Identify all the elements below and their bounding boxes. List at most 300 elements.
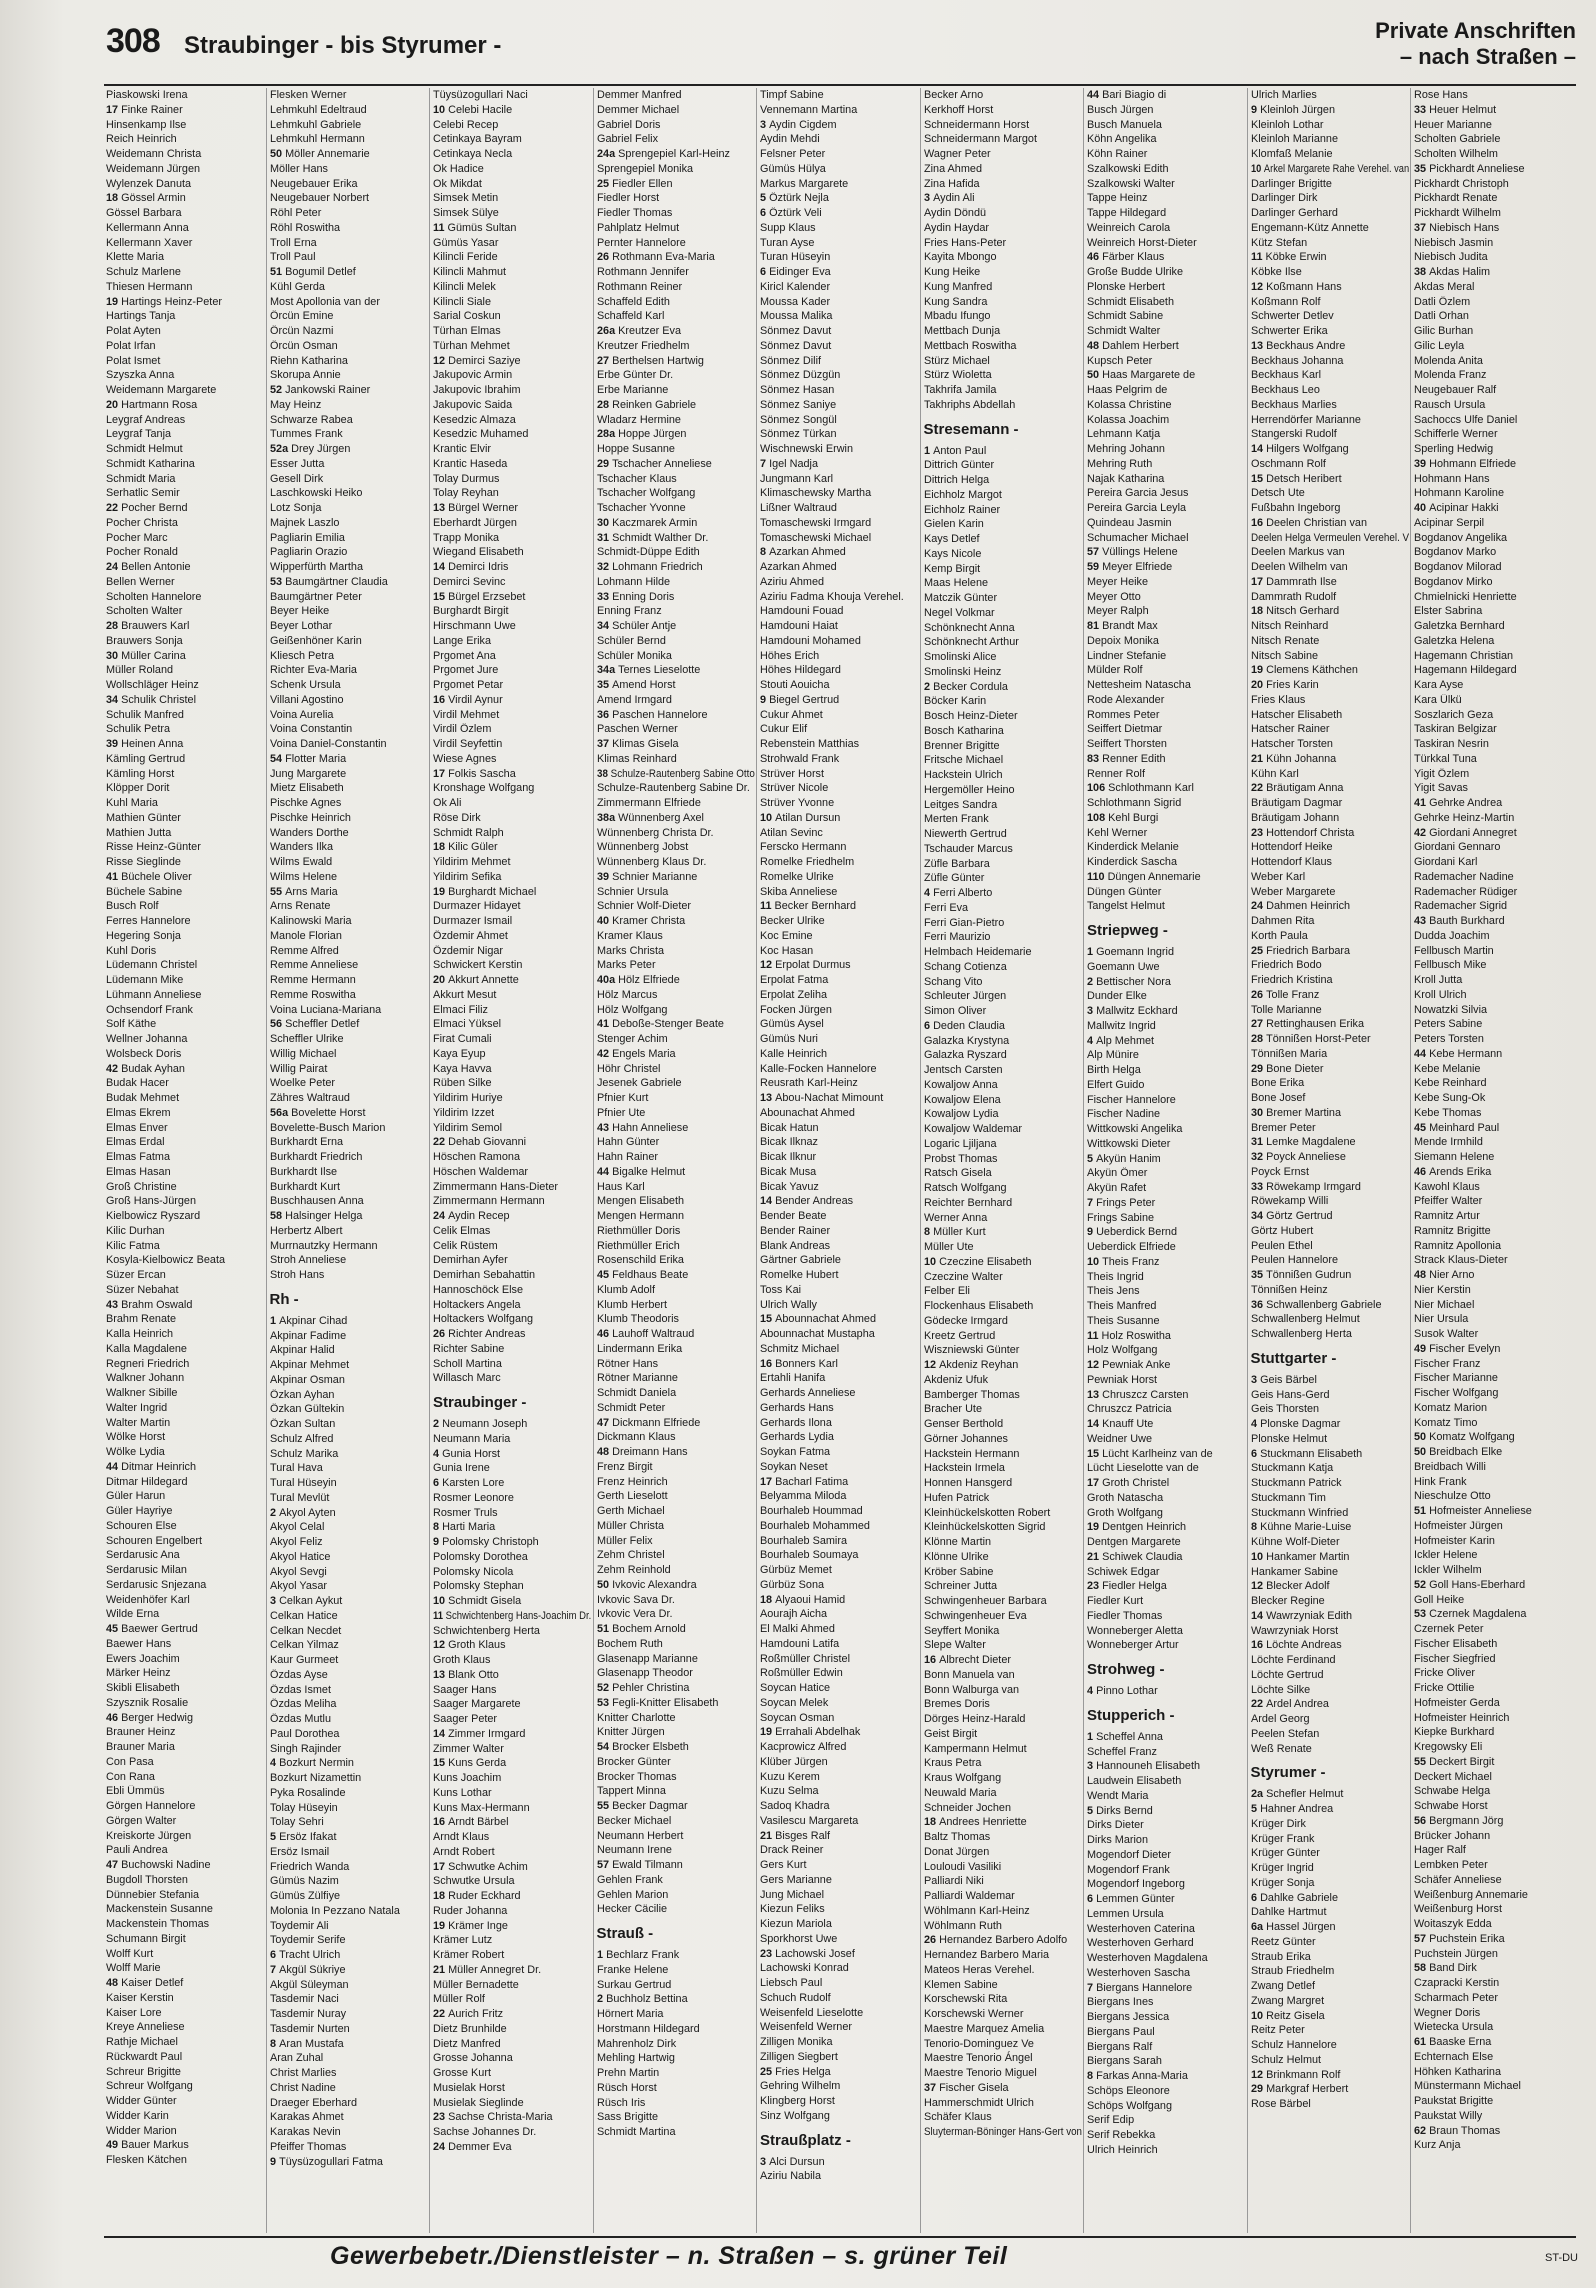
listing-entry: Neugebauer Erika bbox=[269, 177, 358, 190]
listing-entry: Serdarusic Ana bbox=[106, 1549, 180, 1562]
listing-entry: Kaya Havva bbox=[433, 1062, 492, 1075]
listing-entry: Reitz Peter bbox=[1250, 2024, 1305, 2037]
listing-entry: Tangelst Helmut bbox=[1087, 900, 1165, 913]
listing-entry: Walter Martin bbox=[106, 1416, 171, 1429]
listing-entry: Schönknecht Anna bbox=[923, 621, 1015, 634]
listing-entry: Scholten Gabriele bbox=[1414, 133, 1501, 146]
listing-entry: Rüben Silke bbox=[433, 1077, 492, 1090]
listing-entry: 5 Dirks Bernd bbox=[1087, 1804, 1153, 1817]
listing-entry: Cukur Ahmet bbox=[760, 708, 823, 721]
listing-entry: Schwutke Ursula bbox=[433, 1875, 515, 1888]
listing-entry: 45 Feldhaus Beate bbox=[596, 1269, 688, 1281]
listing-entry: Jung Michael bbox=[760, 1888, 825, 1901]
listing-entry: Celkan Yilmaz bbox=[269, 1639, 339, 1652]
listing-entry: Fries Hans-Peter bbox=[923, 236, 1006, 249]
listing-entry: Stürz Michael bbox=[923, 354, 990, 367]
listing-entry: Lehmann Katja bbox=[1087, 428, 1161, 441]
listing-entry: 28 Reinken Gabriele bbox=[596, 398, 696, 411]
listing-entry: Züfle Barbara bbox=[923, 857, 990, 870]
listing-entry: Bosch Heinz-Dieter bbox=[923, 710, 1018, 722]
listing-entry: Bräutigam Johann bbox=[1250, 811, 1339, 824]
listing-entry: 6 Lemmen Günter bbox=[1087, 1893, 1175, 1905]
street-heading: Stuttgarter - bbox=[1251, 1348, 1411, 1370]
listing-entry: Stroh Hans bbox=[269, 1269, 324, 1281]
listing-entry: Con Pasa bbox=[106, 1755, 154, 1768]
listing-entry: Czernek Peter bbox=[1414, 1623, 1484, 1635]
listing-entry: Münstermann Michael bbox=[1414, 2080, 1521, 2093]
listing-entry: Fritsche Michael bbox=[923, 754, 1003, 767]
listing-entry: Kleinhückelskotten Robert bbox=[923, 1506, 1050, 1519]
listing-entry: 24 Dahmen Heinrich bbox=[1250, 900, 1350, 913]
listing-entry: Romelke Hubert bbox=[760, 1269, 839, 1281]
listing-entry: Kiezun Feliks bbox=[760, 1903, 825, 1916]
listing-entry: Tummes Frank bbox=[269, 428, 343, 441]
listing-entry: Weinreich Carola bbox=[1087, 221, 1171, 234]
listing-entry: Türhan Elmas bbox=[433, 325, 501, 337]
listing-entry: Zilligen Monika bbox=[760, 2036, 833, 2048]
listing-entry: Schmidt-Düppe Edith bbox=[596, 546, 700, 559]
listing-entry: Meyer Heike bbox=[1087, 575, 1149, 588]
listing-entry: Schwallenberg Herta bbox=[1250, 1328, 1352, 1340]
listing-entry: Roßmüller Christel bbox=[760, 1652, 850, 1665]
listing-entry: Fischer Nadine bbox=[1087, 1108, 1161, 1121]
listing-entry: Klumb Theodoris bbox=[596, 1313, 679, 1326]
listing-entry: Kaiser Lore bbox=[106, 2006, 162, 2019]
listing-entry: Wöhlmann Ruth bbox=[923, 1919, 1002, 1932]
listing-entry: Oschmann Rolf bbox=[1250, 457, 1326, 470]
listing-entry: Darlinger Brigitte bbox=[1250, 177, 1332, 190]
listing-entry: Lehmkuhl Gabriele bbox=[269, 118, 361, 131]
listing-entry: Leygraf Andreas bbox=[106, 413, 186, 426]
listing-entry: Gümüs Hülya bbox=[760, 162, 826, 175]
listing-entry: Gehring Wilhelm bbox=[760, 2080, 841, 2093]
listing-entry: 3 Hannouneh Elisabeth bbox=[1087, 1760, 1201, 1773]
listing-entry: 3 Aydin Cigdem bbox=[760, 118, 837, 131]
listing-entry: Leitges Sandra bbox=[923, 798, 997, 811]
listing-entry: 56 Bergmann Jörg bbox=[1414, 1814, 1504, 1827]
listing-entry: Zähres Waltraud bbox=[269, 1092, 350, 1104]
listing-entry: Schleuter Jürgen bbox=[923, 990, 1006, 1003]
listing-entry: Nier Michael bbox=[1414, 1298, 1475, 1311]
listing-entry: 15 Bürgel Erzsebet bbox=[433, 590, 526, 603]
listing-entry: Louloudi Vasiliki bbox=[923, 1860, 1001, 1873]
listing-entry: Voina Daniel-Constantin bbox=[269, 738, 387, 750]
listing-entry: 49 Fischer Evelyn bbox=[1414, 1342, 1501, 1355]
listing-entry: Geißenhöner Karin bbox=[269, 634, 362, 647]
listing-entry: Yildirim Izzet bbox=[433, 1106, 495, 1119]
listing-entry: Bochem Ruth bbox=[596, 1637, 663, 1650]
listing-entry: Akpinar Osman bbox=[269, 1373, 345, 1386]
listing-entry: Sperling Hedwig bbox=[1414, 443, 1494, 455]
listing-entry: Pfeiffer Thomas bbox=[269, 2140, 346, 2153]
listing-entry: 4 Pinno Lothar bbox=[1087, 1685, 1158, 1697]
listing-entry: Slepe Walter bbox=[923, 1639, 986, 1652]
listing-entry: Hottendorf Klaus bbox=[1250, 856, 1332, 868]
listing-entry: Beckhaus Johanna bbox=[1250, 354, 1343, 367]
listing-entry: Meyer Otto bbox=[1087, 590, 1141, 603]
listing-entry: 51 Bochem Arnold bbox=[596, 1623, 686, 1635]
listing-entry: Darlinger Gerhard bbox=[1250, 207, 1338, 219]
listing-entry: Serif Edip bbox=[1087, 2114, 1135, 2127]
listing-entry: Christ Nadine bbox=[269, 2081, 336, 2094]
listing-entry: Pocher Ronald bbox=[106, 546, 178, 559]
listing-entry: Schwarze Rabea bbox=[269, 413, 353, 426]
listing-entry: Dickmann Klaus bbox=[596, 1431, 676, 1444]
listing-entry: Mengen Hermann bbox=[596, 1210, 684, 1222]
listing-entry: Turan Hüseyin bbox=[760, 251, 831, 264]
listing-entry: May Heinz bbox=[269, 398, 321, 411]
listing-entry: Bogdanov Marko bbox=[1414, 546, 1497, 559]
listing-entry: 35 Tönnißen Gudrun bbox=[1250, 1269, 1351, 1281]
listing-entry: Hofmeister Gerda bbox=[1414, 1696, 1500, 1709]
listing-entry: Scharmach Peter bbox=[1414, 1991, 1498, 2004]
column-separator bbox=[1247, 88, 1248, 2233]
listing-entry: Düngen Günter bbox=[1087, 885, 1162, 898]
listing-entry: 16 Virdil Aynur bbox=[433, 693, 503, 706]
listing-entry: Polat Ismet bbox=[106, 354, 161, 367]
listing-entry: 5 Akyün Hanim bbox=[1087, 1152, 1161, 1165]
listing-entry: Krüger Günter bbox=[1250, 1847, 1320, 1860]
listing-entry: Gabriel Doris bbox=[596, 118, 660, 131]
listing-entry: Schäfer Anneliese bbox=[1414, 1873, 1502, 1886]
listing-entry: Durmazer Hidayet bbox=[433, 900, 521, 913]
listing-entry: Hölz Marcus bbox=[596, 988, 657, 1001]
listing-entry: Kara Ülkü bbox=[1414, 693, 1462, 706]
listing-entry: 15 Abounnachat Ahmed bbox=[760, 1313, 877, 1326]
listing-entry: Schwingenheuer Eva bbox=[923, 1609, 1027, 1622]
listing-entry: Örcün Nazmi bbox=[269, 325, 333, 337]
listing-entry: Kreiskorte Jürgen bbox=[106, 1829, 192, 1842]
listing-entry: Galetzka Helena bbox=[1414, 634, 1495, 647]
listing-entry: Virdil Özlem bbox=[433, 723, 492, 736]
listing-entry: Schmidt Elisabeth bbox=[1087, 295, 1174, 308]
listing-entry: Baewer Hans bbox=[106, 1637, 172, 1650]
listing-entry: Mogendorf Dieter bbox=[1087, 1848, 1171, 1861]
listing-entry: Özkan Ayhan bbox=[269, 1388, 334, 1401]
listing-entry: Schüler Bernd bbox=[596, 634, 666, 647]
listing-entry: Rommes Peter bbox=[1087, 708, 1160, 721]
listing-entry: Özdemir Ahmet bbox=[433, 929, 508, 942]
listing-entry: Löchte Ferdinand bbox=[1250, 1654, 1336, 1666]
listing-entry: Schenk Ursula bbox=[269, 679, 341, 691]
listing-entry: Gunia Irene bbox=[433, 1462, 490, 1475]
listing-entry: Schmidt Daniela bbox=[596, 1387, 676, 1399]
listing-entry: Wöhlmann Karl-Heinz bbox=[923, 1904, 1030, 1917]
listing-entry: Schreur Wolfgang bbox=[106, 2080, 193, 2093]
column-separator bbox=[1083, 88, 1084, 2233]
listing-entry: 15 Detsch Heribert bbox=[1250, 472, 1342, 485]
listing-entry: Köhn Rainer bbox=[1087, 148, 1148, 160]
listing-entry: Takhrifa Jamila bbox=[923, 384, 996, 396]
listing-entry: Susok Walter bbox=[1414, 1328, 1479, 1340]
listing-entry: Jakupovic Saida bbox=[433, 398, 513, 411]
listing-entry: Löchte Silke bbox=[1250, 1683, 1310, 1696]
listing-entry: Süzer Nebahat bbox=[106, 1283, 179, 1296]
listing-entry: Hagemann Hildegard bbox=[1414, 664, 1517, 677]
listing-entry: Belyamma Miloda bbox=[760, 1490, 847, 1503]
listing-entry: Hörnert Maria bbox=[596, 2008, 663, 2020]
listing-entry: 13 Beckhaus Andre bbox=[1250, 339, 1345, 352]
listing-entry: Seiffert Thorsten bbox=[1087, 738, 1167, 750]
listing-entry: Thiesen Hermann bbox=[106, 280, 193, 293]
listing-entry: Romelke Ulrike bbox=[760, 870, 834, 883]
listing-entry: Fiedler Kurt bbox=[1087, 1595, 1144, 1607]
listing-entry: Pyka Rosalinde bbox=[269, 1786, 346, 1799]
listing-entry: Kuns Max-Hermann bbox=[433, 1801, 530, 1814]
listing-entry: Kerkhoff Horst bbox=[923, 103, 993, 116]
listing-entry: Plonske Herbert bbox=[1087, 280, 1165, 293]
listing-entry: 14 Knauff Ute bbox=[1087, 1418, 1154, 1430]
listing-entry: Biergans Paul bbox=[1087, 2025, 1155, 2038]
listing-entry: 33 Enning Doris bbox=[596, 590, 674, 603]
listing-entry: 52a Drey Jürgen bbox=[269, 443, 350, 455]
listing-entry: Villani Agostino bbox=[269, 693, 344, 706]
listing-entry: 5 Öztürk Nejla bbox=[760, 192, 829, 205]
listing-entry: Azarkan Ahmed bbox=[760, 561, 837, 573]
listing-entry: Ok Mikdat bbox=[433, 177, 482, 190]
listing-entry: Rose Bärbel bbox=[1250, 2098, 1311, 2110]
listing-entry: Rothmann Jennifer bbox=[596, 266, 689, 278]
listing-entry: Bovelette-Busch Marion bbox=[269, 1121, 385, 1134]
listing-entry: 48 Dahlem Herbert bbox=[1087, 339, 1179, 352]
listing-entry: Poyck Ernst bbox=[1250, 1165, 1309, 1178]
listing-entry: Hackstein Hermann bbox=[923, 1447, 1019, 1460]
listing-entry: Deelen Helga Vermeulen Verehel. V bbox=[1250, 531, 1409, 544]
listing-entry: 51 Hofmeister Anneliese bbox=[1414, 1505, 1532, 1517]
listing-entry: 10 Celebi Hacile bbox=[433, 103, 513, 116]
listing-entry: Koc Emine bbox=[760, 929, 813, 942]
listing-entry: Marks Peter bbox=[596, 959, 656, 972]
listing-entry: Pfeiffer Walter bbox=[1414, 1195, 1483, 1208]
listing-entry: Ratsch Wolfgang bbox=[923, 1182, 1007, 1194]
listing-entry: 12 Blecker Adolf bbox=[1250, 1580, 1330, 1593]
listing-entry: Westerhoven Magdalena bbox=[1087, 1952, 1208, 1964]
listing-entry: Wanders Dorthe bbox=[269, 826, 349, 839]
column-2 bbox=[270, 88, 430, 2233]
listing-entry: 39 Heinen Anna bbox=[106, 738, 184, 750]
listing-entry: Kraus Wolfgang bbox=[923, 1772, 1001, 1784]
listing-entry: Hamdouni Fouad bbox=[760, 605, 844, 618]
listing-entry: Kröber Sabine bbox=[923, 1565, 993, 1578]
listing-entry: Güler Harun bbox=[106, 1490, 166, 1503]
listing-entry: Wietecka Ursula bbox=[1414, 2021, 1494, 2034]
listing-entry: Soszlarich Geza bbox=[1414, 708, 1494, 721]
listing-entry: Schüler Monika bbox=[596, 649, 672, 662]
listing-entry: Wischnewski Erwin bbox=[760, 443, 854, 455]
listing-entry: Mahrenholz Dirk bbox=[596, 2037, 676, 2050]
listing-entry: 58 Halsinger Helga bbox=[269, 1210, 362, 1222]
listing-entry: Tolle Marianne bbox=[1250, 1003, 1322, 1016]
listing-entry: 10 Schmidt Gisela bbox=[433, 1595, 522, 1607]
listing-entry: Meyer Ralph bbox=[1087, 605, 1149, 618]
listing-entry: 3 Celkan Aykut bbox=[269, 1595, 342, 1607]
listing-entry: Bugdoll Thorsten bbox=[106, 1873, 188, 1886]
listing-entry: Schwingenheuer Barbara bbox=[923, 1595, 1047, 1607]
listing-entry: Hohmann Karoline bbox=[1414, 487, 1505, 500]
listing-entry: 13 Chruszcz Carsten bbox=[1087, 1388, 1189, 1401]
listing-entry: Bourhaleb Soumaya bbox=[760, 1549, 859, 1562]
listing-entry: Smolinski Heinz bbox=[923, 665, 1001, 678]
listing-entry: Arndt Robert bbox=[433, 1845, 495, 1858]
listing-entry: Scholten Walter bbox=[106, 605, 183, 618]
listing-entry: Kayita Mbongo bbox=[923, 251, 997, 264]
listing-entry: Mietz Elisabeth bbox=[269, 782, 344, 795]
listing-entry: Büchele Sabine bbox=[106, 885, 183, 898]
listing-entry: 34a Ternes Lieselotte bbox=[596, 664, 700, 677]
listing-entry: Mathien Jutta bbox=[106, 826, 172, 839]
listing-entry: Polomsky Dorothea bbox=[433, 1550, 528, 1563]
listing-entry: 37 Fischer Gisela bbox=[923, 2081, 1009, 2094]
listing-entry: Nier Ursula bbox=[1414, 1313, 1469, 1326]
listing-entry: Akyol Hatice bbox=[269, 1550, 330, 1563]
listing-entry: 55 Becker Dagmar bbox=[596, 1800, 688, 1812]
listing-entry: Mackenstein Susanne bbox=[106, 1903, 213, 1916]
listing-entry: 5 Hahner Andrea bbox=[1250, 1803, 1333, 1815]
listing-entry: 38 Schulze-Rautenberg Sabine Otto bbox=[596, 767, 755, 780]
listing-entry: 35 Pickhardt Anneliese bbox=[1414, 162, 1525, 175]
listing-entry: Erpolat Fatma bbox=[760, 974, 829, 986]
listing-entry: Kilincli Melek bbox=[433, 280, 496, 293]
listing-entry: Wawrzyniak Horst bbox=[1250, 1624, 1338, 1637]
listing-entry: 21 Bisges Ralf bbox=[760, 1829, 831, 1842]
listing-entry: Kowaljow Elena bbox=[923, 1093, 1001, 1106]
listing-entry: Schumacher Michael bbox=[1087, 531, 1189, 544]
listing-entry: Galetzka Bernhard bbox=[1414, 620, 1505, 632]
listing-entry: Elmas Erdal bbox=[106, 1136, 165, 1149]
listing-entry: Sprengepiel Monika bbox=[596, 162, 693, 175]
listing-entry: Szysznik Rosalie bbox=[106, 1696, 189, 1709]
listing-entry: 3 Mallwitz Eckhard bbox=[1087, 1005, 1178, 1017]
listing-entry: Burkhardt Friedrich bbox=[269, 1151, 362, 1163]
listing-entry: Zehm Christel bbox=[596, 1549, 665, 1562]
listing-entry: 9 Kleinloh Jürgen bbox=[1250, 103, 1335, 116]
listing-entry: Höschen Waldemar bbox=[433, 1165, 529, 1178]
listing-entry: Jungmann Karl bbox=[760, 472, 834, 485]
listing-entry: Yigit Özlem bbox=[1414, 767, 1470, 780]
listing-entry: Kuhl Doris bbox=[106, 944, 157, 957]
listing-entry: Bogdanov Milorad bbox=[1414, 561, 1502, 573]
listing-entry: Ratsch Gisela bbox=[923, 1167, 992, 1180]
listing-entry: 41 Büchele Oliver bbox=[106, 870, 192, 883]
listing-entry: Serhatlic Semir bbox=[106, 487, 180, 500]
listing-entry: 18 Ruder Eckhard bbox=[433, 1890, 521, 1902]
street-heading: Strohweg - bbox=[1087, 1659, 1247, 1681]
listing-entry: Kuns Lothar bbox=[433, 1786, 492, 1799]
listing-entry: Solf Käthe bbox=[106, 1018, 157, 1031]
listing-entry: Lembken Peter bbox=[1414, 1859, 1488, 1871]
listing-entry: Richter Eva-Maria bbox=[269, 664, 357, 677]
listing-entry: Zina Ahmed bbox=[923, 162, 982, 175]
listing-entry: Scholten Hannelore bbox=[106, 590, 202, 603]
listing-entry: Kilincli Feride bbox=[433, 251, 498, 264]
listing-entry: Draeger Eberhard bbox=[269, 2096, 357, 2109]
listing-entry: Holtackers Wolfgang bbox=[433, 1313, 534, 1326]
listing-entry: Wünnenberg Klaus Dr. bbox=[596, 856, 706, 868]
listing-entry: Klüber Jürgen bbox=[760, 1755, 828, 1768]
street-heading: Stupperich - bbox=[1087, 1705, 1247, 1727]
listing-entry: Rötner Hans bbox=[596, 1357, 658, 1370]
listing-entry: 24 Demmer Eva bbox=[433, 2140, 512, 2153]
listing-entry: 6a Hassel Jürgen bbox=[1250, 1921, 1336, 1933]
listing-entry: 26 Richter Andreas bbox=[433, 1328, 526, 1340]
listing-entry: Brahm Renate bbox=[106, 1313, 177, 1326]
listing-entry: 23 Fiedler Helga bbox=[1087, 1580, 1167, 1593]
listing-entry: Scheffler Ulrike bbox=[269, 1033, 343, 1045]
listing-entry: Szyszka Anna bbox=[106, 369, 175, 382]
listing-entry: Schulz Marlene bbox=[106, 266, 181, 278]
listing-entry: Matczik Günter bbox=[923, 592, 997, 604]
listing-entry: Karakas Ahmet bbox=[269, 2111, 344, 2124]
listing-entry: Serdarusic Snjezana bbox=[106, 1578, 207, 1591]
listing-entry: 57 Ewald Tilmann bbox=[596, 1859, 683, 1871]
listing-entry: Soykan Fatma bbox=[760, 1446, 831, 1458]
listing-entry: Honnen Hansgerd bbox=[923, 1477, 1012, 1489]
listing-entry: Weidner Uwe bbox=[1087, 1432, 1153, 1445]
listing-entry: Kalle-Focken Hannelore bbox=[760, 1062, 877, 1075]
listing-entry: Kreetz Gertrud bbox=[923, 1329, 995, 1342]
listing-entry: Tenorio-Dominguez Ve bbox=[923, 2037, 1034, 2050]
listing-entry: Örcün Osman bbox=[269, 339, 338, 352]
listing-entry: 38a Wünnenberg Axel bbox=[596, 811, 704, 824]
listing-entry: Eberhardt Jürgen bbox=[433, 516, 517, 529]
listing-entry: Zwang Detlef bbox=[1250, 1980, 1315, 1992]
listing-entry: Kalinowski Maria bbox=[269, 915, 352, 927]
listing-entry: 16 Löchte Andreas bbox=[1250, 1639, 1342, 1652]
listing-entry: Zimmermann Hans-Dieter bbox=[433, 1180, 559, 1193]
listing-entry: Woitaszyk Edda bbox=[1414, 1918, 1492, 1930]
listing-entry: Röwekamp Willi bbox=[1250, 1195, 1328, 1208]
column-3 bbox=[433, 88, 593, 2233]
listing-entry: Akpinar Mehmet bbox=[269, 1359, 349, 1371]
listing-entry: 56 Scheffler Detlef bbox=[269, 1018, 359, 1031]
listing-entry: Nowatzki Silvia bbox=[1414, 1003, 1488, 1016]
listing-entry: Abounnachat Mustapha bbox=[760, 1328, 875, 1340]
listing-entry: Fellbusch Mike bbox=[1414, 959, 1487, 972]
listing-entry: Remme Alfred bbox=[269, 944, 339, 957]
listing-entry: 54 Flotter Maria bbox=[269, 752, 346, 765]
listing-entry: Walter Ingrid bbox=[106, 1401, 168, 1414]
listing-entry: Müller Ute bbox=[923, 1241, 974, 1253]
section-label bbox=[1375, 18, 1576, 70]
listing-entry: Eichholz Rainer bbox=[923, 503, 1000, 516]
listing-entry: Bicak Hatun bbox=[760, 1121, 819, 1134]
listing-entry: 9 Ueberdick Bernd bbox=[1087, 1226, 1178, 1239]
listing-entry: Sporkhorst Uwe bbox=[760, 1932, 838, 1945]
listing-entry: 83 Renner Edith bbox=[1087, 752, 1166, 765]
listing-entry: Hammerschmidt Ulrich bbox=[923, 2096, 1034, 2109]
listing-entry: Biergans Ralf bbox=[1087, 2040, 1153, 2053]
listing-entry: Krantic Haseda bbox=[433, 457, 508, 470]
listing-entry: Sönmez Türkan bbox=[760, 428, 837, 441]
listing-entry: Baumgärtner Peter bbox=[269, 590, 362, 603]
listing-entry: Neugebauer Ralf bbox=[1414, 384, 1497, 396]
listing-entry: Ferscko Hermann bbox=[760, 841, 847, 854]
listing-entry: Schang Cotienza bbox=[923, 960, 1007, 973]
listing-entry: Musielak Sieglinde bbox=[433, 2096, 524, 2109]
listing-entry: Bremes Doris bbox=[923, 1698, 990, 1711]
listing-entry: Kämling Horst bbox=[106, 767, 175, 780]
listing-entry: Kuns Joachim bbox=[433, 1772, 502, 1784]
listing-entry: Kiepke Burkhard bbox=[1414, 1726, 1495, 1739]
listing-entry: Süzer Ercan bbox=[106, 1269, 166, 1281]
listing-entry: Kupsch Peter bbox=[1087, 354, 1153, 367]
listing-entry: Lotz Sonja bbox=[269, 502, 321, 514]
listing-entry: 11 Köbke Erwin bbox=[1250, 251, 1327, 264]
listing-entry: Schouren Else bbox=[106, 1519, 177, 1532]
listing-entry: Schwabe Helga bbox=[1414, 1785, 1491, 1798]
listing-entry: 28 Tönnißen Horst-Peter bbox=[1250, 1033, 1371, 1045]
listing-entry: Ersöz Ismail bbox=[269, 1845, 329, 1858]
